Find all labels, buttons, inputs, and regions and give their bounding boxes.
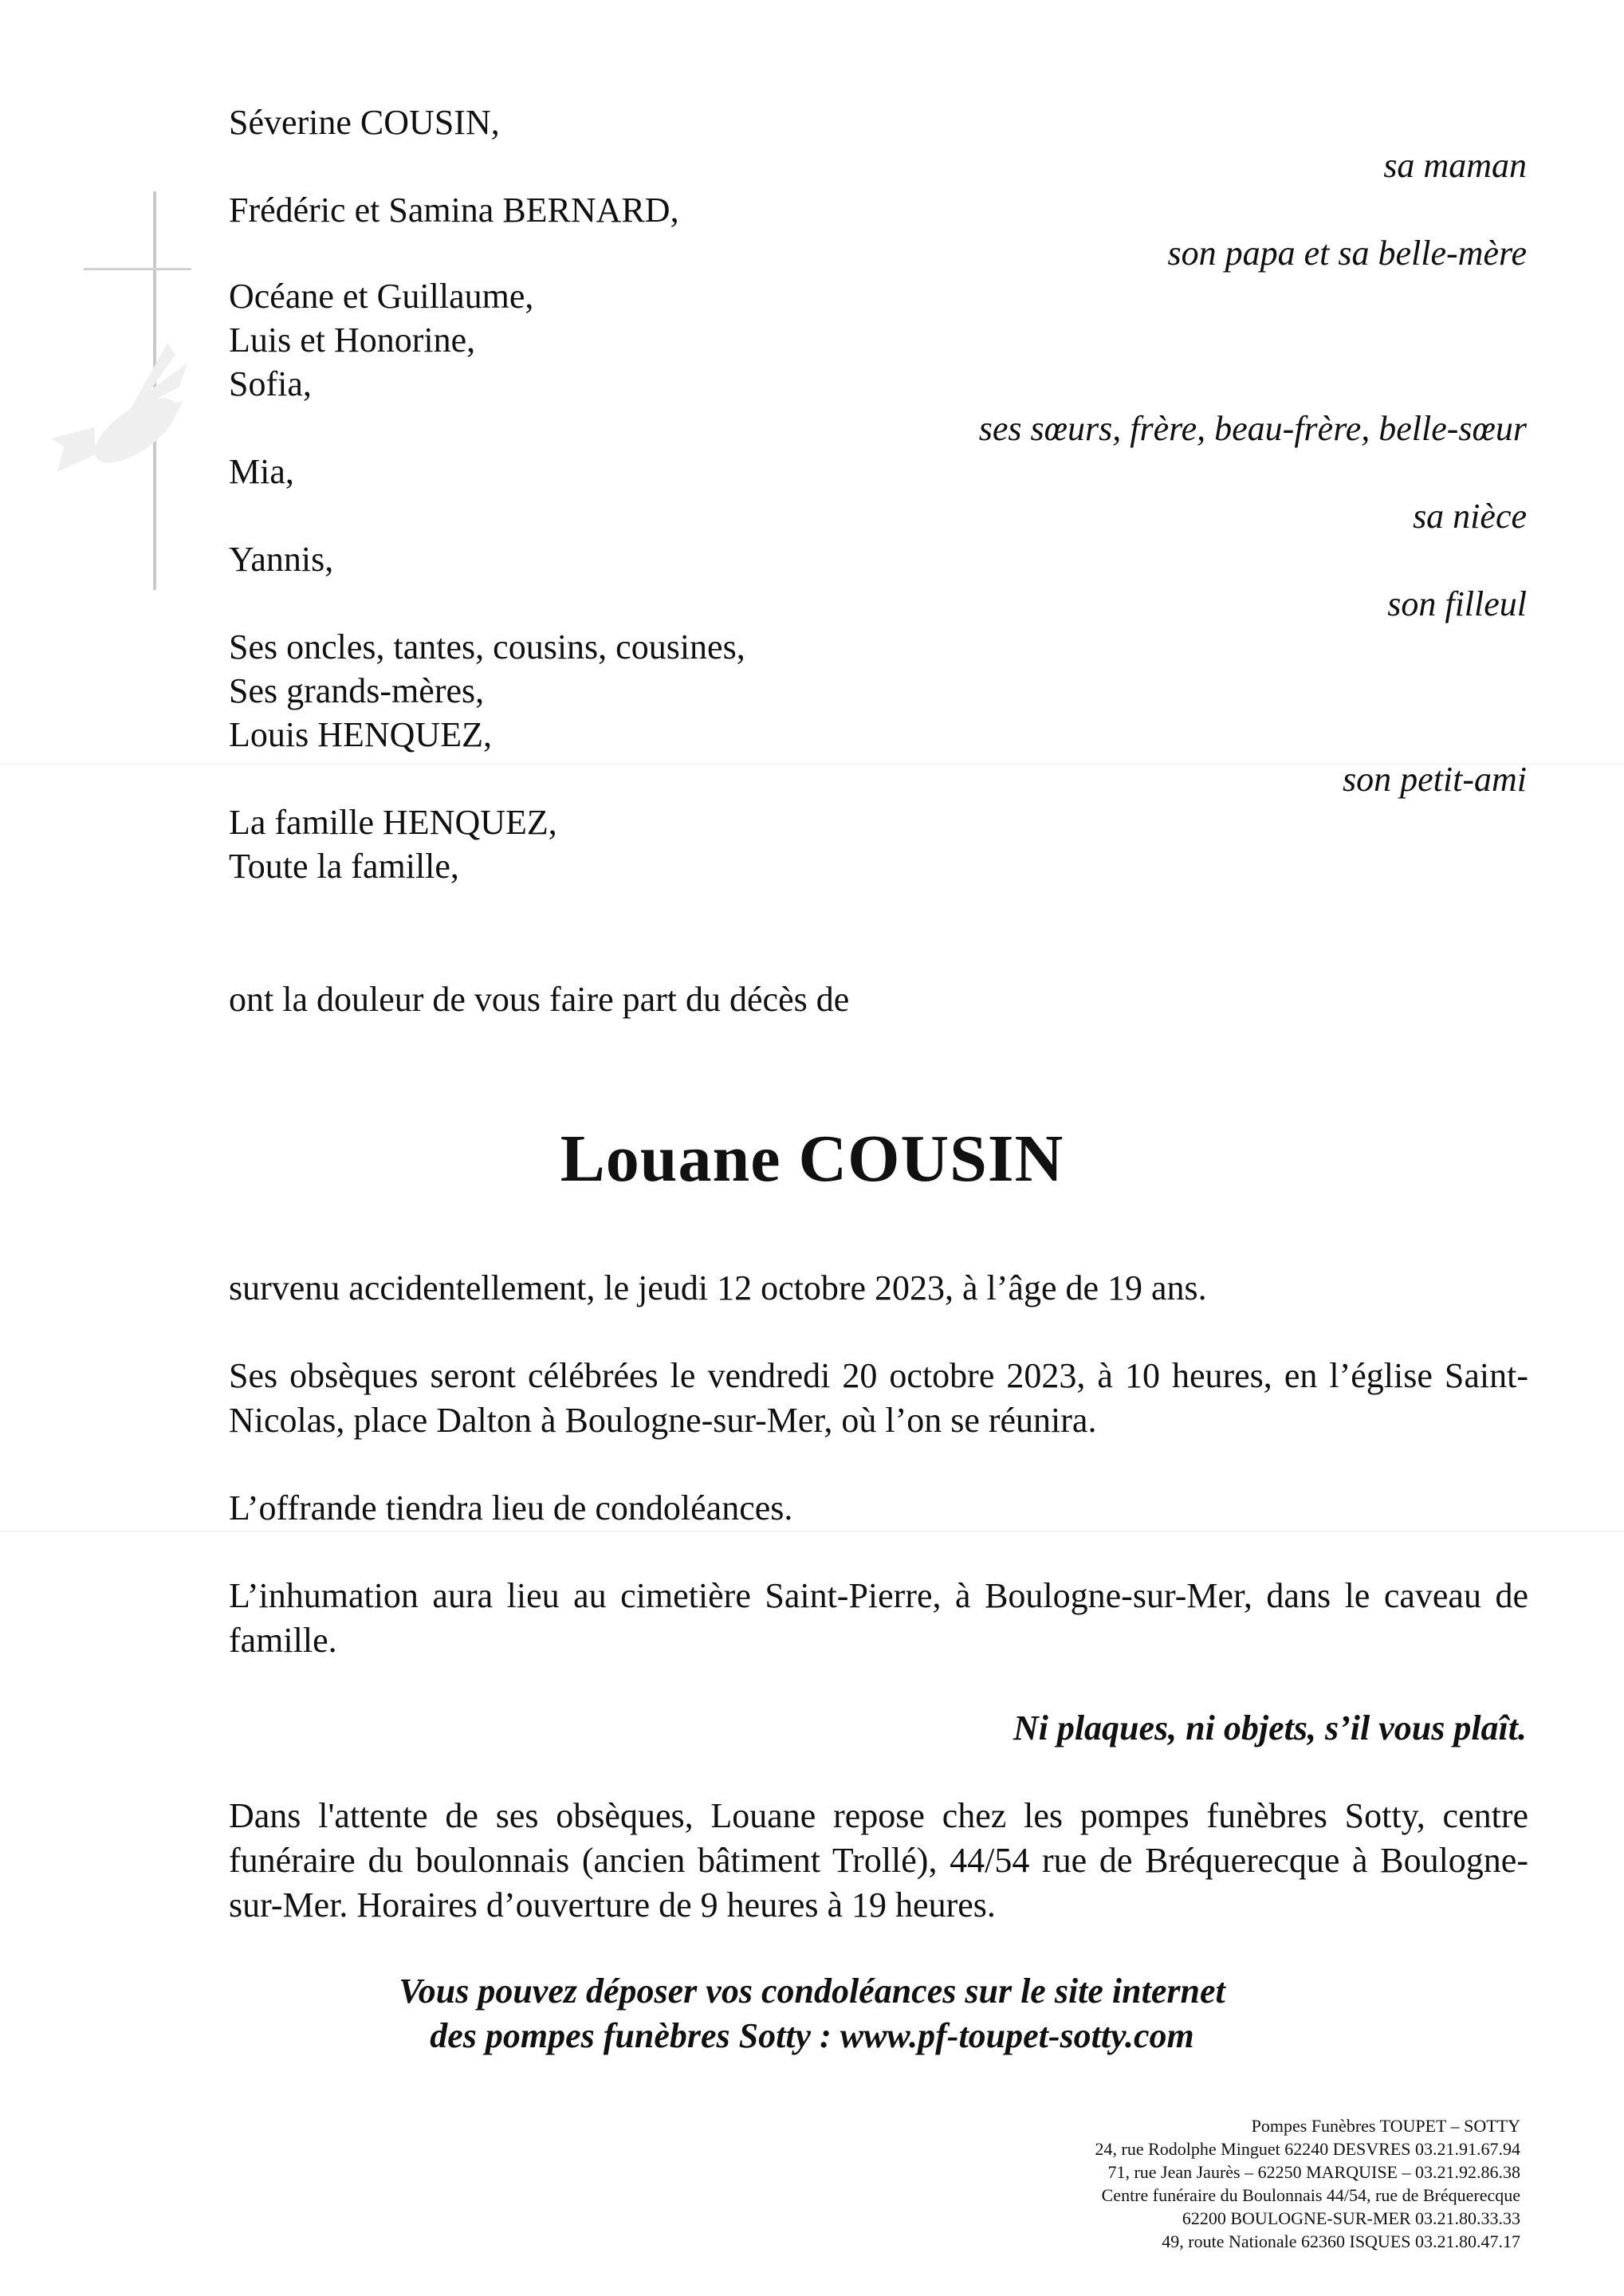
footer-address: 24, rue Rodolphe Minguet 62240 DESVRES 03.21.91.67.94	[1095, 2139, 1520, 2159]
family-member: Mia,	[229, 452, 294, 491]
cross-and-dove-icon	[48, 191, 191, 610]
relation-label: son papa et sa belle-mère	[1167, 234, 1527, 273]
funeral-home-footer	[1095, 2114, 1521, 2253]
footer-address: 49, route Nationale 62360 ISQUES 03.21.80.47.17	[1162, 2231, 1520, 2251]
footer-address: 62200 BOULOGNE-SUR-MER 03.21.80.33.33	[1182, 2208, 1520, 2228]
family-member: La famille HENQUEZ,	[229, 803, 557, 842]
deceased-name: Louane COUSIN	[560, 1122, 1064, 1196]
footer-address: 71, rue Jean Jaurès – 62250 MARQUISE – 03.21.92.86.38	[1107, 2162, 1520, 2182]
offering-paragraph: L’offrande tiendra lieu de condoléances.	[229, 1488, 793, 1527]
footer-address: Centre funéraire du Boulonnais 44/54, rue de Bréquerecque	[1101, 2185, 1520, 2205]
family-member: Louis HENQUEZ,	[229, 715, 492, 754]
repose-paragraph: Dans l'attente de ses obsèques, Louane repose chez les pompes funèbres Sotty, centre funéraire du boulonnais (ancien bâtiment Trollé), 44/54 rue de Bréquerecque à Boulogne-sur-Mer. Horaires d’ouverture de 9 heures à 19 heures.	[229, 1796, 1528, 1924]
funeral-paragraph: Ses obsèques seront célébrées le vendredi 20 octobre 2023, à 10 heures, en l’église Saint-Nicolas, place Dalton à Boulogne-sur-Mer, où l’on se réunira.	[229, 1356, 1528, 1440]
relation-label: son filleul	[1387, 584, 1527, 623]
relation-label: sa nièce	[1413, 497, 1527, 536]
family-member: Séverine COUSIN,	[229, 103, 500, 142]
burial-paragraph: L’inhumation aura lieu au cimetière Saint-Pierre, à Boulogne-sur-Mer, dans le caveau de famille.	[229, 1576, 1528, 1660]
family-member: Ses grands-mères,	[229, 671, 485, 710]
relation-label: ses sœurs, frère, beau-frère, belle-sœur	[978, 409, 1527, 448]
announcement-text: ont la douleur de vous faire part du décès de	[229, 980, 850, 1019]
family-member: Frédéric et Samina BERNARD,	[229, 191, 679, 230]
condolences-line-2: des pompes funèbres Sotty : www.pf-toupet-sotty.com	[430, 2016, 1194, 2055]
no-plaques-notice: Ni plaques, ni objets, s’il vous plaît.	[1013, 1708, 1527, 1748]
family-member: Sofia,	[229, 364, 312, 403]
family-member: Yannis,	[229, 540, 334, 579]
condolences-line-1: Vous pouvez déposer vos condoléances sur le site internet	[399, 1972, 1225, 2011]
family-member: Luis et Honorine,	[229, 320, 476, 360]
family-member: Toute la famille,	[229, 847, 459, 886]
family-member: Océane et Guillaume,	[229, 277, 534, 316]
family-member: Ses oncles, tantes, cousins, cousines,	[229, 627, 745, 666]
circumstances-paragraph: survenu accidentellement, le jeudi 12 octobre 2023, à l’âge de 19 ans.	[229, 1268, 1207, 1307]
relation-label: son petit-ami	[1343, 760, 1527, 799]
relation-label: sa maman	[1383, 146, 1527, 185]
footer-company: Pompes Funèbres TOUPET – SOTTY	[1251, 2116, 1520, 2136]
